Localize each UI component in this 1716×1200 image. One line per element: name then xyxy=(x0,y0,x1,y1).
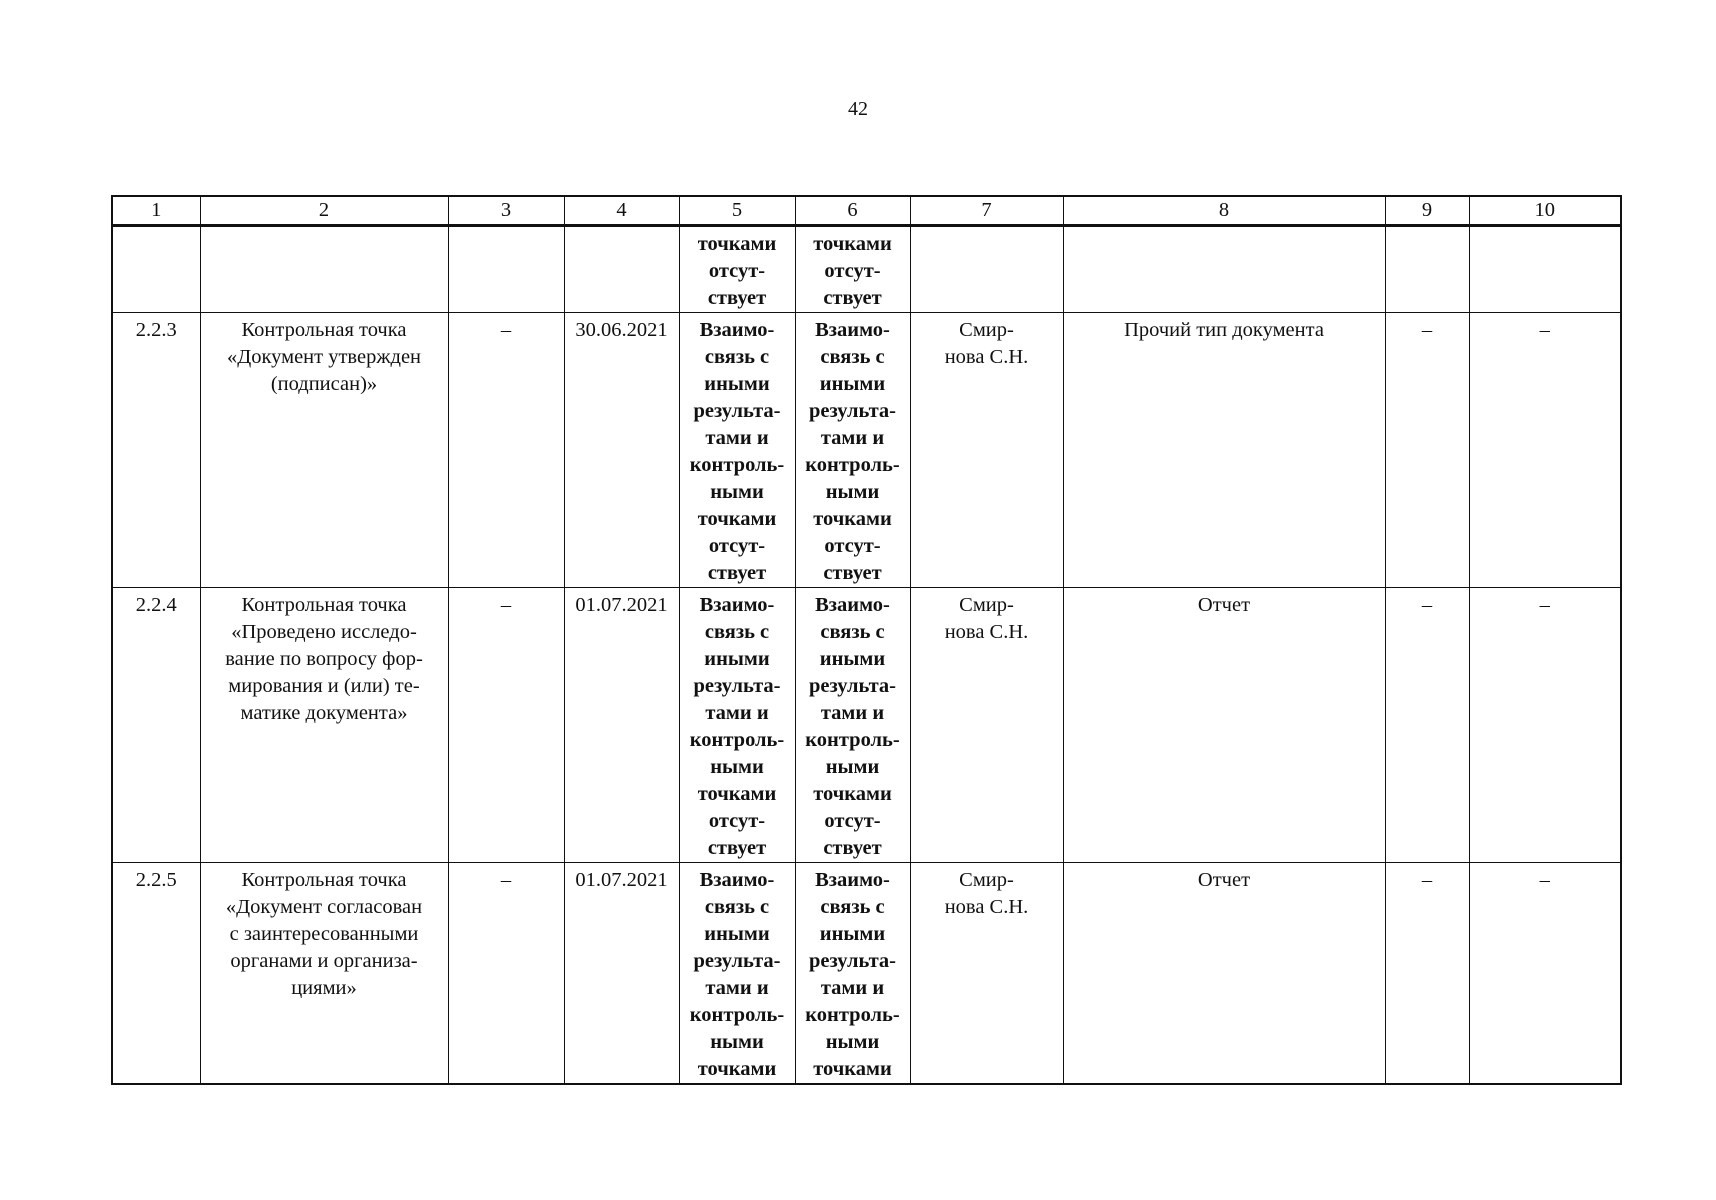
column-header-1: 1 xyxy=(112,196,200,226)
cell-col5: Взаимо- связь с иными результа- тами и контроль- ными точками отсут- ствует xyxy=(679,313,795,588)
column-header-3: 3 xyxy=(448,196,564,226)
column-header-2: 2 xyxy=(200,196,448,226)
cell-col6: Взаимо- связь с иными результа- тами и контроль- ными точками отсут- ствует xyxy=(795,588,910,863)
cell-col9: – xyxy=(1385,588,1469,863)
cell-document-type: Отчет xyxy=(1063,863,1385,1085)
cell-title: Контрольная точка «Документ утвержден (подписан)» xyxy=(200,313,448,588)
cell-col6: точками отсут- ствует xyxy=(795,226,910,313)
cell-responsible: Смир- нова С.Н. xyxy=(910,863,1063,1085)
column-header-9: 9 xyxy=(1385,196,1469,226)
cell-date: 30.06.2021 xyxy=(564,313,679,588)
column-header-8: 8 xyxy=(1063,196,1385,226)
cell-col10: – xyxy=(1469,863,1621,1085)
cell-col5: Взаимо- связь с иными результа- тами и контроль- ными точками отсут- ствует xyxy=(679,588,795,863)
cell-col9 xyxy=(1385,226,1469,313)
column-header-4: 4 xyxy=(564,196,679,226)
header-row xyxy=(112,196,1621,226)
cell-col3: – xyxy=(448,863,564,1085)
cell-title: Контрольная точка «Документ согласован с заинтересованными органами и организа- циями» xyxy=(200,863,448,1085)
cell-col5: точками отсут- ствует xyxy=(679,226,795,313)
cell-col9: – xyxy=(1385,863,1469,1085)
table-row xyxy=(112,313,1621,588)
cell-responsible: Смир- нова С.Н. xyxy=(910,588,1063,863)
cell-number xyxy=(112,226,200,313)
cell-title xyxy=(200,226,448,313)
cell-date xyxy=(564,226,679,313)
cell-col3 xyxy=(448,226,564,313)
cell-col10 xyxy=(1469,226,1621,313)
page-number: 42 xyxy=(848,98,868,120)
table-row xyxy=(112,588,1621,863)
cell-document-type: Прочий тип документа xyxy=(1063,313,1385,588)
cell-document-type: Отчет xyxy=(1063,588,1385,863)
column-header-10: 10 xyxy=(1469,196,1621,226)
column-header-5: 5 xyxy=(679,196,795,226)
cell-col9: – xyxy=(1385,313,1469,588)
cell-date: 01.07.2021 xyxy=(564,863,679,1085)
cell-col5: Взаимо- связь с иными результа- тами и контроль- ными точками xyxy=(679,863,795,1085)
column-header-6: 6 xyxy=(795,196,910,226)
control-points-table xyxy=(111,195,1622,1085)
cell-col6: Взаимо- связь с иными результа- тами и контроль- ными точками отсут- ствует xyxy=(795,313,910,588)
table-row xyxy=(112,226,1621,313)
cell-col6: Взаимо- связь с иными результа- тами и контроль- ными точками xyxy=(795,863,910,1085)
cell-date: 01.07.2021 xyxy=(564,588,679,863)
cell-col3: – xyxy=(448,313,564,588)
cell-title: Контрольная точка «Проведено исследо- вание по вопросу фор- мирования и (или) те- матике документа» xyxy=(200,588,448,863)
cell-number: 2.2.5 xyxy=(112,863,200,1085)
cell-col3: – xyxy=(448,588,564,863)
cell-responsible: Смир- нова С.Н. xyxy=(910,313,1063,588)
cell-document-type xyxy=(1063,226,1385,313)
cell-col10: – xyxy=(1469,313,1621,588)
cell-responsible xyxy=(910,226,1063,313)
cell-number: 2.2.3 xyxy=(112,313,200,588)
cell-col10: – xyxy=(1469,588,1621,863)
column-header-7: 7 xyxy=(910,196,1063,226)
cell-number: 2.2.4 xyxy=(112,588,200,863)
table-row xyxy=(112,863,1621,1085)
